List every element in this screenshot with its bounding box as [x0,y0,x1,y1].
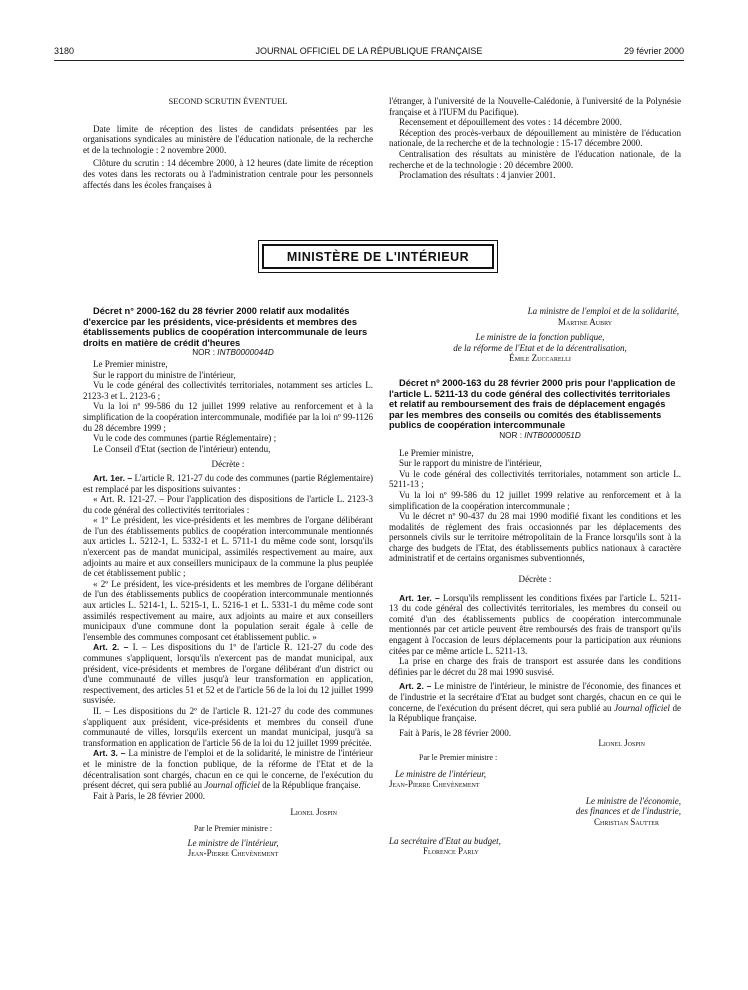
scrutin-heading: SECOND SCRUTIN ÉVENTUEL [168,96,288,106]
article-2-ii: II. – Les dispositions du 2º de l'article R. 121-27 du code des communes s'appliquent aux président, vice-présidents et membres du conseil d'une communauté de villes, lorsqu'ils exercent un mandat municipal, jusqu'à sa transformation en application de l'article 56 de la loi du 12 juillet 1999 précitée. [83,705,373,748]
decree-1-column [83,306,373,859]
fait-line: Fait à Paris, le 28 février 2000. [399,727,512,738]
visa-line: Vu la loi nº 99-586 du 12 juillet 1999 relative au renforcement et à la simplification de la coopération intercommunale ; [389,489,681,511]
decrete-label: Décrète : [518,574,552,585]
visa-line: Le Conseil d'Etat (section de l'intérieur) entendu, [93,443,271,454]
minister-name: Jean-Pierre Chevènement [187,848,279,859]
visa-line: Sur le rapport du ministre de l'intérieur, [93,369,236,380]
top-right-column [389,96,681,181]
article-2: Art. 2. – I. – Les dispositions du 1º de l'article R. 121-27 du code des communes s'appliquent, lorsqu'ils n'exercent pas de mandat municipal, aux président, vice-présidents et membres de l'organe délibérant d'un district ou d'une communauté de villes jusqu'à leur transformation en application, respectivement, des articles 51 et 52 et de l'article 56 de la loi du 12 juillet 1999 susvisée. [83,642,373,706]
ministry-banner-label: MINISTÈRE DE L'INTÉRIEUR [262,244,494,269]
signer-name: Lionel Jospin [290,807,337,818]
minister-title: de la réforme de l'Etat et de la décentralisation, [453,342,627,353]
signer-name: Lionel Jospin [598,738,645,749]
decree-1-nor: NOR : INTB0000044D [192,348,274,358]
par-line: Par le Premier ministre : [419,752,498,762]
minister-title: Le ministre de l'intérieur, [187,837,279,848]
visa-line: Vu le décret nº 90-437 du 28 mai 1990 modifié fixant les conditions et les modalités de règlement des frais occasionnés par les déplacements des personnels civils sur le territoire métropolitain de la France lorsqu'ils sont à la charge des budgets de l'Etat, des établissements publics nationaux à caractère administratif et de certains organismes subventionnés, [389,511,681,564]
journal-title: JOURNAL OFFICIEL DE LA RÉPUBLIQUE FRANÇAISE [255,46,483,56]
visa-line: Sur le rapport du ministre de l'intérieur, [399,458,542,469]
decree-1-title: Décret n° 2000-162 du 28 février 2000 relatif aux modalités d'exercice par les présidents, vice-présidents et membres des établissements publics de coopération intercommunale de leurs droits en matière de crédit d'heures [83,306,368,348]
par-line: Par le Premier ministre : [193,823,273,833]
minister-title: des finances et de l'industrie, [575,806,681,817]
issue-date: 29 février 2000 [623,46,684,56]
minister-title: Le ministre de l'intérieur, [395,768,487,779]
article-2: Art. 2. – Le ministre de l'intérieur, le ministre de l'économie, des finances et de l'industrie et la secrétaire d'Etat au budget sont chargés, chacun en ce qui le concerne, de l'exécution du présent décret, qui sera publié au Journal officiel de la République française. [389,681,681,724]
ministry-banner [258,240,498,273]
visa-line: Le Premier ministre, [93,358,168,369]
article-quote: « Art. R. 121-27. – Pour l'application des dispositions de l'article L. 2123-3 du code général des collectivités territoriales : [83,494,373,515]
article-quote: « 1º Le président, les vice-présidents et les membres de l'organe délibérant de l'un des établissements publics de coopération intercommunale mentionnés aux articles L. 5212-1, L. 5332-1 et L. 5711-1 du même code sont, lorsqu'ils n'exercent pas de mandat municipal, assimilés respectivement au maire, aux adjoints au maire et aux conseillers municipaux de la commune la plus peuplée de cet établissement public ; [83,515,373,579]
scrutin-paragraph: l'étranger, à l'université de la Nouvelle-Calédonie, à l'université de la Polynésie française et à l'IUFM du Pacifique). [389,96,681,117]
article-1: Art. 1er. – L'article R. 121-27 du code des communes (partie Réglementaire) est remplacé par les dispositions suivantes : [83,472,373,494]
decrete-label: Décrète : [211,459,245,470]
minister-name: Christian Sautter [594,816,659,827]
secretary-title: La secrétaire d'Etat au budget, [389,835,501,846]
visa-line: Vu le code général des collectivités territoriales, notamment ses articles L. 2123-3 et L. 2123-6 ; [83,380,373,401]
scrutin-paragraph: Centralisation des résultats au ministère de l'éducation nationale, de la recherche et de la technologie : 20 décembre 2000. [389,148,681,170]
scrutin-paragraph: Date limite de réception des listes de candidats présentées par les organisations syndicales au ministère de l'éducation nationale, de la recherche et de la technologie : 2 novembre 2000. [83,123,373,155]
top-left-column [83,96,373,190]
header-rule [54,60,684,61]
scrutin-paragraph: Recensement et dépouillement des votes : 14 décembre 2000. [399,117,622,128]
minister-name: Jean-Pierre Chevènement [389,779,480,790]
article-3: Art. 3. – La ministre de l'emploi et de la solidarité, le ministre de l'intérieur et le ministre de la fonction publique, de la réforme de l'Etat et de la décentralisation sont chargés, chacun en ce qui le concerne, de l'exécution du présent décret, qui sera publié au Journal officiel de la République française. [83,748,373,791]
minister-title: Le ministre de la fonction publique, [475,332,605,343]
decree-2-column [389,306,681,857]
article-1-p2: La prise en charge des frais de transport est assurée dans les conditions définies par le décret du 28 mai 1990 susvisé. [389,656,681,677]
secretary-name: Florence Parly [423,846,479,857]
minister-title: La ministre de l'emploi et de la solidarité, [527,306,679,316]
fait-line: Fait à Paris, le 28 février 2000. [93,790,206,801]
visa-line: Vu la loi nº 99-586 du 12 juillet 1999 relative au renforcement et à la simplification de la coopération intercommunale, modifiée par la loi nº 99-1126 du 28 décembre 1999 ; [83,401,373,433]
article-1: Art. 1er. – Lorsqu'ils remplissent les conditions fixées par l'article L. 5211-13 du code général des collectivités territoriales, les membres du conseil ou comité d'un des établissements publics de coopération intercommunale mentionnés par cet article peuvent être remboursés des frais de transport qu'ils engagent à l'occasion de leurs déplacements pour la participation aux réunions citées par ce même article L. 5211-13. [389,592,682,656]
visa-line: Vu le code général des collectivités territoriales, notamment son article L. 5211-13 ; [389,468,681,490]
scrutin-paragraph: Proclamation des résultats : 4 janvier 2001. [399,170,556,181]
minister-name: Émile Zuccarelli [509,353,571,364]
minister-name: Martine Aubry [557,316,613,327]
scrutin-paragraph: Réception des procès-verbaux de dépouillement au ministère de l'éducation nationale, de la recherche et de la technologie : 15-17 décembre 2000. [389,127,681,149]
minister-title: Le ministre de l'économie, [585,795,681,806]
visa-line: Vu le code des communes (partie Réglementaire) ; [93,433,277,444]
decree-2-title: Décret nº 2000-163 du 28 février 2000 pris pour l'application de l'article L. 5211-13 du code général des collectivités territoriales et relatif au remboursement des frais de déplacement engagés par les membres des conseils ou comités des établissements publics de coopération intercommunale [389,377,676,431]
scrutin-paragraph: Clôture du scrutin : 14 décembre 2000, à 12 heures (date limite de réception des votes dans les rectorats ou à l'administration centrale pour les personnels affectés dans les écoles françaises à [83,158,373,190]
article-quote: « 2º Le président, les vice-présidents et les membres de l'organe délibérant de l'un des établissements publics de coopération intercommunale mentionnés aux articles L. 5214-1, L. 5215-1, L. 5216-1 et L. 5331-1 du même code sont assimilés respectivement au maire, aux adjoints au maire et aux conseillers municipaux d'une commune dont la population serait égale à celle de l'ensemble des communes composant cet établissement public. » [83,578,373,642]
visa-line: Le Premier ministre, [399,447,474,458]
decree-2-nor: NOR : INTB0000051D [499,430,581,440]
page-number: 3180 [54,46,75,56]
